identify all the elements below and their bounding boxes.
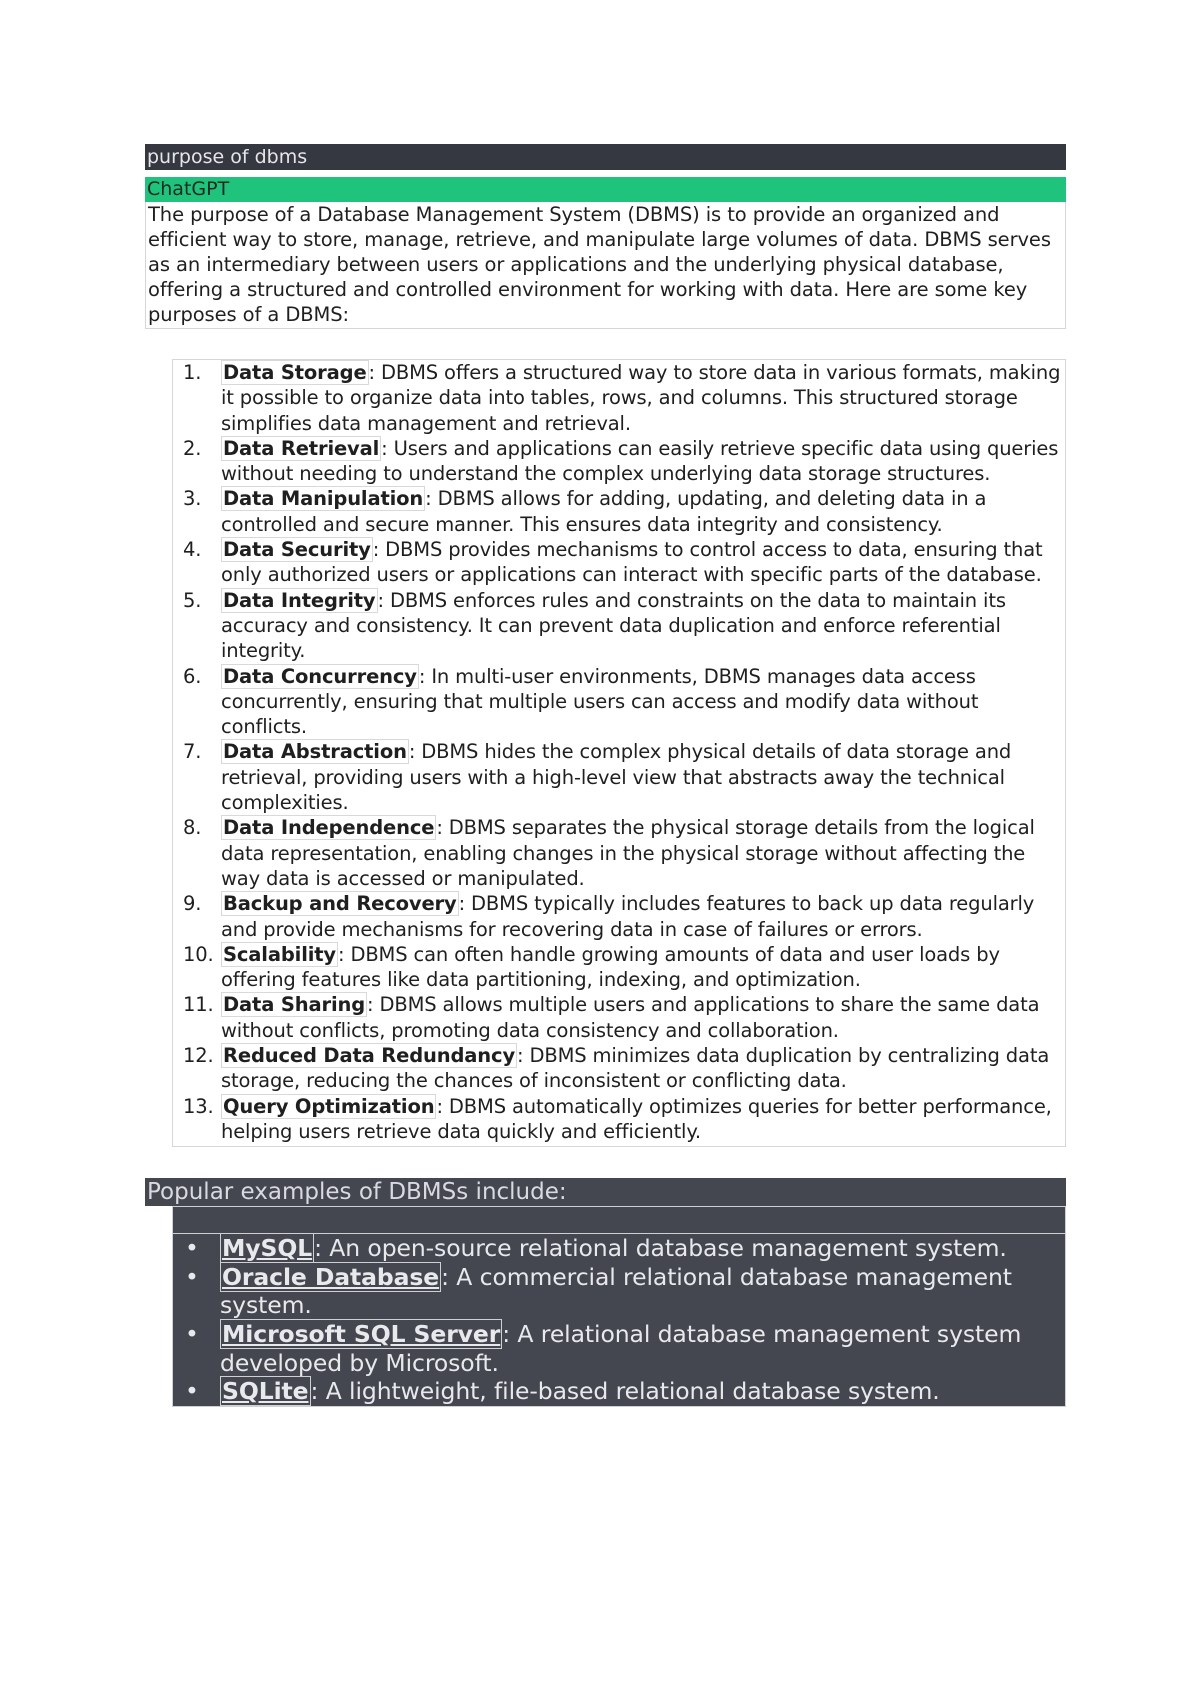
examples-list — [173, 1234, 1065, 1406]
item-number: 8. — [183, 816, 202, 840]
item-term: Data Manipulation — [223, 487, 424, 511]
item-term: Data Abstraction — [223, 740, 407, 764]
item-text: : Users and applications can easily retrieve specific data using queries without needing to understand the complex underlying data storage structures. — [221, 436, 1059, 486]
list-item — [173, 1263, 1065, 1320]
list-item — [173, 588, 1063, 664]
assistant-name: ChatGPT — [147, 178, 230, 200]
list-item — [173, 1094, 1063, 1145]
item-term: Backup and Recovery — [223, 892, 457, 916]
item-term: Data Concurrency — [223, 664, 417, 688]
item-text: : DBMS provides mechanisms to control access to data, ensuring that only authorized users or applications can interact with specific parts of the database. — [221, 538, 1043, 587]
list-item — [173, 664, 1063, 740]
item-text: : A lightweight, file-based relational database system. — [310, 1377, 940, 1406]
examples-heading-text: Popular examples of DBMSs include: — [147, 1179, 567, 1206]
item-number: 2. — [183, 436, 202, 460]
list-item — [173, 942, 1063, 993]
purposes-list — [173, 360, 1063, 1144]
item-text: : An open-source relational database management system. — [314, 1234, 1007, 1263]
list-item — [173, 815, 1063, 891]
list-item — [173, 537, 1063, 588]
assistant-label — [145, 177, 1066, 202]
item-term: Oracle Database — [222, 1262, 440, 1291]
list-item — [173, 360, 1063, 436]
item-number: 10. — [183, 942, 214, 966]
item-text: : A relational database management system developed by Microsoft. — [220, 1319, 1022, 1377]
item-term: Query Optimization — [223, 1094, 435, 1118]
item-term: MySQL — [222, 1234, 313, 1263]
item-term: Data Storage — [223, 361, 367, 384]
conversation-page — [145, 144, 1066, 1407]
item-term: Data Sharing — [223, 993, 366, 1017]
item-text: : DBMS enforces rules and constraints on the data to maintain its accuracy and consistency. It can prevent data duplication and enforce referential integrity. — [221, 588, 1006, 663]
item-number: 4. — [183, 538, 202, 562]
item-number: 9. — [183, 892, 202, 916]
bullet-icon: • — [185, 1319, 199, 1348]
list-item — [173, 739, 1063, 815]
item-number: 13. — [183, 1094, 214, 1118]
item-number: 12. — [183, 1044, 214, 1068]
item-term: Data Security — [223, 538, 371, 562]
item-number: 1. — [183, 361, 202, 384]
item-text: : DBMS allows multiple users and applications to share the same data without conflicts, promoting data consistency and collaboration. — [221, 993, 1040, 1042]
item-number: 6. — [183, 664, 202, 688]
item-text: : DBMS typically includes features to back up data regularly and provide mechanisms for recovering data in case of failures or errors. — [221, 892, 1035, 941]
item-text: : DBMS allows for adding, updating, and deleting data in a controlled and secure manner. This ensures data integrity and consistency. — [221, 487, 987, 536]
item-term: Data Independence — [223, 816, 435, 840]
bullet-icon: • — [185, 1377, 199, 1406]
user-prompt — [145, 144, 1066, 170]
list-item — [173, 486, 1063, 537]
examples-heading — [145, 1178, 1066, 1206]
item-number: 3. — [183, 487, 202, 511]
item-text: : DBMS can often handle growing amounts of data and user loads by offering features like data partitioning, indexing, and optimization. — [221, 942, 1000, 992]
item-text: : DBMS offers a structured way to store data in various formats, making it possible to organize data into tables, rows, and columns. This structured storage simplifies data management and retrieval. — [221, 361, 1061, 435]
item-term: SQLite — [222, 1377, 309, 1406]
item-text: : DBMS minimizes data duplication by centralizing data storage, reducing the chances of inconsistent or conflicting data. — [221, 1044, 1050, 1093]
bullet-icon: • — [185, 1262, 199, 1291]
item-number: 7. — [183, 740, 202, 764]
examples-list-box — [172, 1206, 1066, 1407]
list-item — [173, 1320, 1065, 1377]
list-item — [173, 891, 1063, 942]
list-item — [173, 1043, 1063, 1094]
item-term: Reduced Data Redundancy — [223, 1044, 516, 1068]
item-text: : A commercial relational database management system. — [220, 1262, 1012, 1320]
purposes-list-box — [172, 359, 1066, 1147]
item-term: Data Retrieval — [223, 436, 380, 460]
bullet-icon: • — [185, 1234, 199, 1263]
item-text: : In multi-user environments, DBMS manages data access concurrently, ensuring that multiple users can access and modify data without conflicts. — [221, 664, 979, 739]
list-item — [173, 436, 1063, 487]
list-item — [173, 1234, 1065, 1263]
list-item — [173, 1377, 1065, 1406]
list-item — [173, 992, 1063, 1043]
user-prompt-text: purpose of dbms — [147, 146, 308, 168]
item-number: 5. — [183, 588, 202, 612]
response-intro: The purpose of a Database Management System (DBMS) is to provide an organized and efficient way to store, manage, retrieve, and manipulate large volumes of data. DBMS serves as an intermediary between users or applications and the underlying physical database, offering a structured and controlled environment for working with data. Here are some key purposes of a DBMS: — [145, 202, 1066, 329]
item-term: Scalability — [223, 942, 336, 966]
item-term: Microsoft SQL Server — [222, 1319, 501, 1348]
examples-divider — [173, 1207, 1065, 1234]
item-text: : DBMS hides the complex physical details of data storage and retrieval, providing users with a high-level view that abstracts away the technical complexities. — [221, 740, 1012, 815]
item-text: : DBMS automatically optimizes queries for better performance, helping users retrieve data quickly and efficiently. — [221, 1094, 1052, 1143]
item-number: 11. — [183, 993, 214, 1017]
item-term: Data Integrity — [223, 588, 376, 612]
item-text: : DBMS separates the physical storage details from the logical data representation, enabling changes in the physical storage without affecting the way data is accessed or manipulated. — [221, 816, 1035, 890]
